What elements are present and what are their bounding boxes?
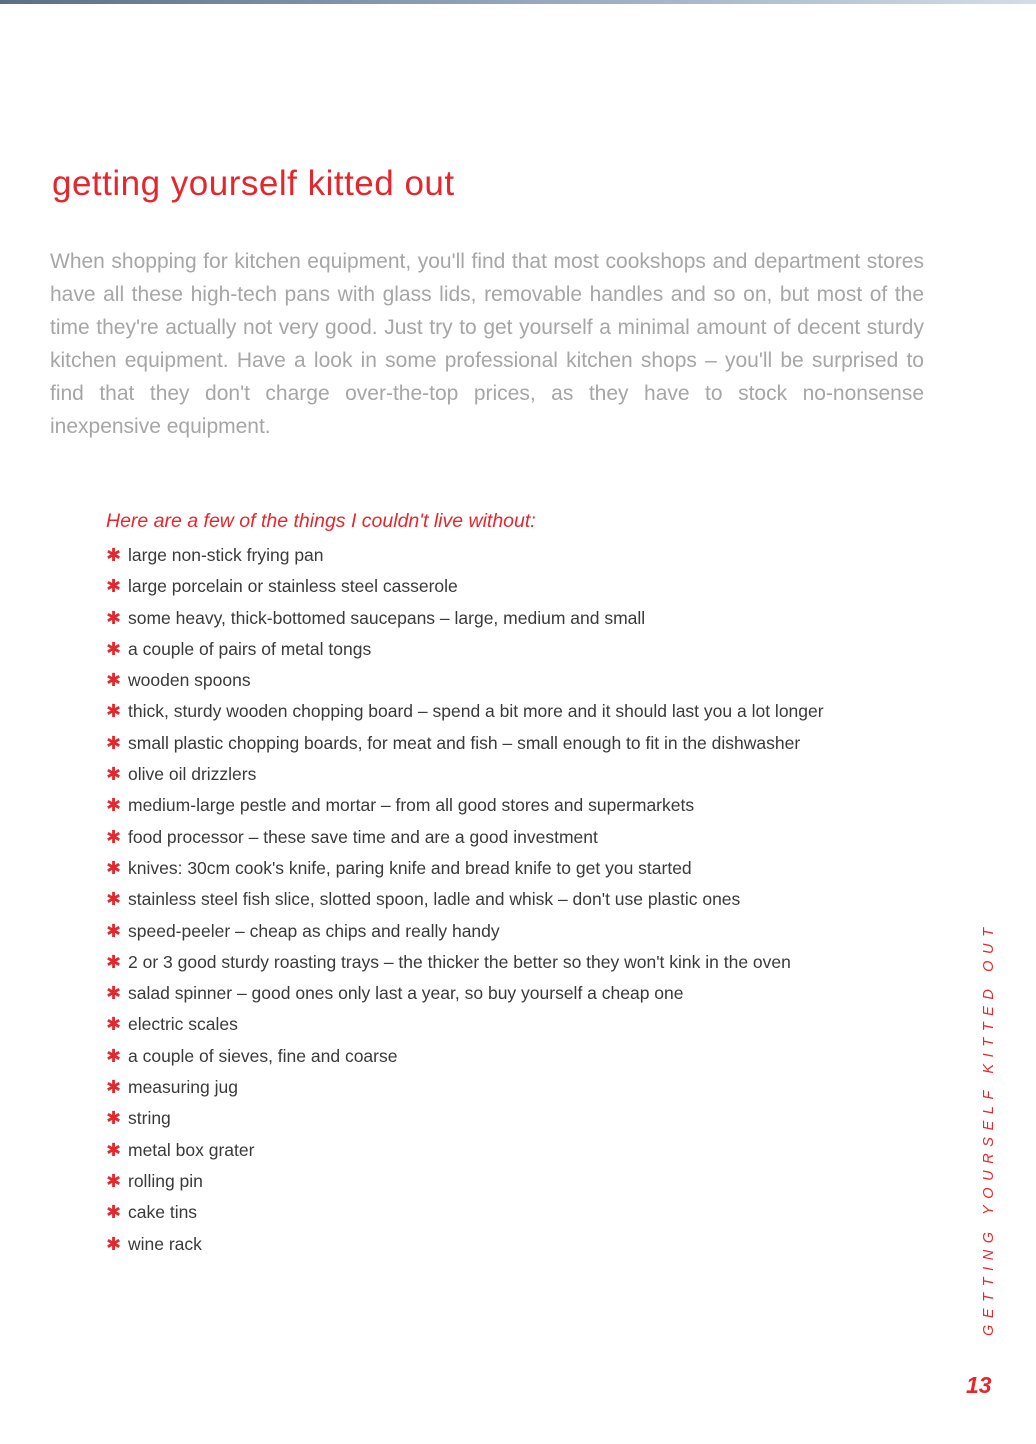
- asterisk-bullet-icon: ✱: [106, 1170, 122, 1191]
- page-title: getting yourself kitted out: [52, 164, 455, 203]
- list-item-text: some heavy, thick-bottomed saucepans – large, medium and small: [128, 607, 646, 628]
- asterisk-bullet-icon: ✱: [106, 638, 122, 659]
- list-item-text: string: [128, 1108, 171, 1129]
- asterisk-bullet-icon: ✱: [106, 1139, 122, 1160]
- list-item: [106, 540, 906, 571]
- asterisk-bullet-icon: ✱: [106, 545, 122, 565]
- list-item-text: a couple of pairs of metal tongs: [128, 638, 372, 659]
- list-item-text: knives: 30cm cook's knife, paring knife and bread knife to get you started: [128, 857, 692, 878]
- list-item-text: cake tins: [128, 1202, 198, 1223]
- list-item-text: a couple of sieves, fine and coarse: [128, 1045, 398, 1066]
- asterisk-bullet-icon: ✱: [106, 1014, 122, 1035]
- list-item-text: rolling pin: [128, 1170, 203, 1191]
- list-item: [106, 822, 906, 853]
- list-item: [106, 571, 906, 602]
- asterisk-bullet-icon: ✱: [106, 795, 122, 816]
- list-item: [106, 696, 906, 727]
- list-item: [106, 884, 906, 915]
- asterisk-bullet-icon: ✱: [106, 764, 122, 785]
- list-item: [106, 665, 906, 696]
- asterisk-bullet-icon: ✱: [106, 1077, 122, 1098]
- asterisk-bullet-icon: ✱: [106, 983, 122, 1004]
- list-item: [106, 1103, 906, 1134]
- list-item-text: thick, sturdy wooden chopping board – spend a bit more and it should last you a lot longer: [128, 701, 824, 722]
- asterisk-bullet-icon: ✱: [106, 701, 122, 722]
- asterisk-bullet-icon: ✱: [106, 576, 122, 597]
- list-item-text: salad spinner – good ones only last a year, so buy yourself a cheap one: [128, 983, 684, 1004]
- list-item-text: food processor – these save time and are a good investment: [128, 826, 598, 847]
- list-item: [106, 759, 906, 790]
- list-item-text: 2 or 3 good sturdy roasting trays – the thicker the better so they won't kink in the oven: [128, 951, 791, 972]
- list-item: [106, 1072, 906, 1103]
- asterisk-bullet-icon: ✱: [106, 1045, 122, 1066]
- list-item-text: olive oil drizzlers: [128, 764, 257, 785]
- asterisk-bullet-icon: ✱: [106, 670, 122, 691]
- list-item: [106, 853, 906, 884]
- list-item-text: medium-large pestle and mortar – from all good stores and supermarkets: [128, 795, 695, 816]
- asterisk-bullet-icon: ✱: [106, 1108, 122, 1129]
- asterisk-bullet-icon: ✱: [106, 951, 122, 972]
- list-item-text: stainless steel fish slice, slotted spoon, ladle and whisk – don't use plastic ones: [128, 889, 741, 910]
- list-item: [106, 634, 906, 665]
- list-item-text: electric scales: [128, 1014, 238, 1035]
- intro-paragraph: When shopping for kitchen equipment, you'll find that most cookshops and department stores have all these high-tech pans with glass lids, removable handles and so on, but most of the time they're actually not very good. Just try to get yourself a minimal amount of decent sturdy kitchen equipment. Have a look in some professional kitchen shops – you'll be surprised to find that they don't charge over-the-top prices, as they have to stock no-nonsense inexpensive equipment.: [50, 250, 924, 438]
- asterisk-bullet-icon: ✱: [106, 857, 122, 878]
- list-item: [106, 947, 906, 978]
- top-edge-rule: [0, 0, 1036, 4]
- list-item: [106, 1166, 906, 1197]
- side-running-title: GETTING YOURSELF KITTED OUT: [981, 921, 997, 1336]
- list-item: [106, 1135, 906, 1166]
- list-item: [106, 1229, 906, 1260]
- list-item-text: metal box grater: [128, 1139, 255, 1160]
- list-item: [106, 1197, 906, 1228]
- asterisk-bullet-icon: ✱: [106, 1202, 122, 1223]
- page-number: 13: [966, 1372, 992, 1398]
- list-item: [106, 1041, 906, 1072]
- asterisk-bullet-icon: ✱: [106, 732, 122, 753]
- list-item: [106, 790, 906, 821]
- list-item: [106, 916, 906, 947]
- list-item: [106, 728, 906, 759]
- asterisk-bullet-icon: ✱: [106, 607, 122, 628]
- list-item: [106, 978, 906, 1009]
- list-item-text: large non-stick frying pan: [128, 545, 324, 565]
- asterisk-bullet-icon: ✱: [106, 1233, 122, 1254]
- list-item-text: small plastic chopping boards, for meat and fish – small enough to fit in the dishwasher: [128, 732, 801, 753]
- list-item: [106, 1009, 906, 1040]
- list-item-text: wooden spoons: [128, 670, 251, 691]
- asterisk-bullet-icon: ✱: [106, 889, 122, 910]
- list-item-text: speed-peeler – cheap as chips and really handy: [128, 920, 500, 941]
- list-item-text: wine rack: [128, 1233, 202, 1254]
- equipment-list: [106, 540, 906, 1260]
- asterisk-bullet-icon: ✱: [106, 826, 122, 847]
- asterisk-bullet-icon: ✱: [106, 920, 122, 941]
- list-item-text: large porcelain or stainless steel casserole: [128, 576, 458, 597]
- list-heading: Here are a few of the things I couldn't live without:: [106, 510, 536, 532]
- list-item-text: measuring jug: [128, 1077, 238, 1098]
- list-item: [106, 603, 906, 634]
